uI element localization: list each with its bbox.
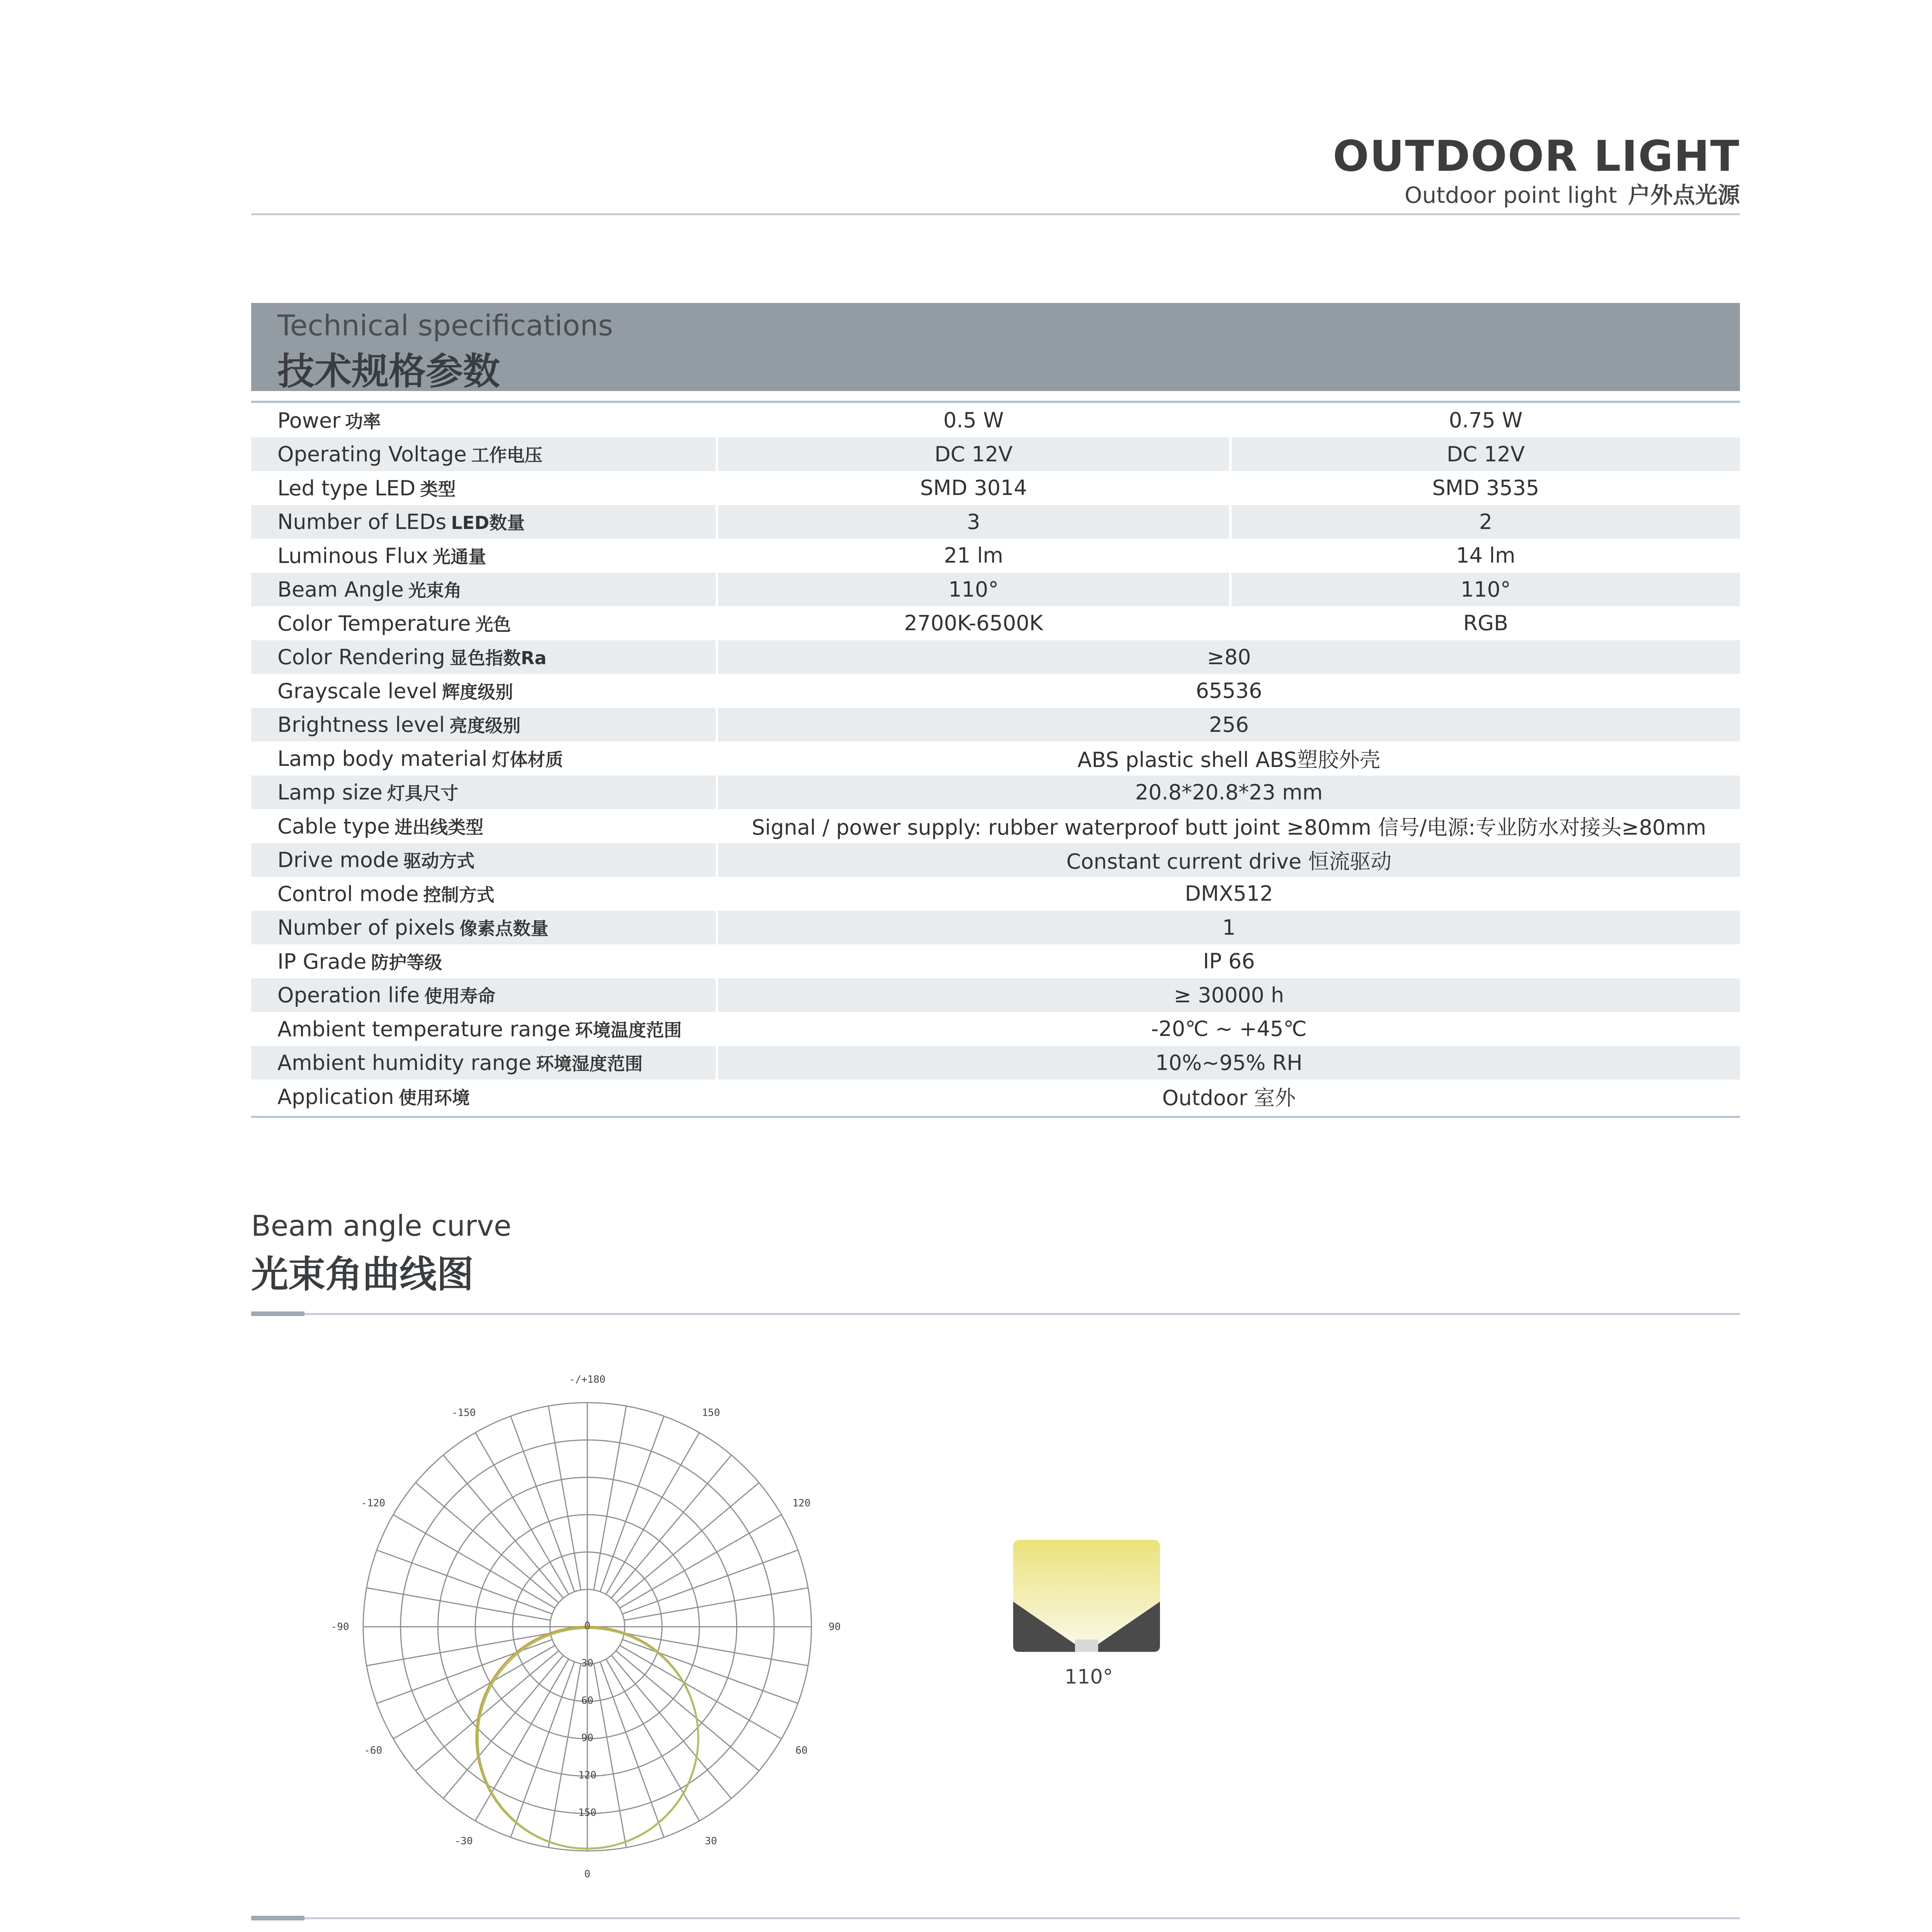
spec-row bbox=[251, 776, 1740, 810]
spec-label-cn: 进出线类型 bbox=[395, 816, 484, 838]
spec-label bbox=[251, 776, 718, 810]
spec-label bbox=[251, 843, 718, 877]
spec-value-model-2: 0.75 W bbox=[1449, 408, 1523, 433]
spec-value: 20.8*20.8*23 mm bbox=[718, 776, 1740, 810]
polar-angle-label: 90 bbox=[828, 1621, 841, 1633]
header-divider bbox=[251, 213, 1740, 215]
spec-row bbox=[251, 708, 1740, 742]
polar-beam-chart bbox=[321, 1368, 900, 1893]
polar-grid-spoke bbox=[622, 1639, 798, 1703]
spec-label-en: Number of LEDs bbox=[277, 510, 447, 534]
polar-radial-label: 30 bbox=[581, 1657, 594, 1669]
polar-angle-label: -120 bbox=[361, 1497, 386, 1509]
polar-radial-label: 60 bbox=[581, 1695, 594, 1707]
spec-value: IP 66 bbox=[1203, 949, 1255, 974]
beam-divider bbox=[251, 1313, 1740, 1315]
spec-label-cn: 灯体材质 bbox=[492, 749, 563, 770]
spec-label bbox=[251, 539, 718, 573]
spec-label-en: Control mode bbox=[277, 881, 419, 906]
spec-value-model-2: DC 12V bbox=[1231, 437, 1740, 471]
spec-row bbox=[251, 978, 1740, 1012]
spec-value: Outdoor 室外 bbox=[1162, 1086, 1296, 1111]
spec-label bbox=[251, 742, 718, 776]
polar-angle-label: -90 bbox=[331, 1621, 349, 1633]
spec-value-model-1: 0.5 W bbox=[718, 403, 1231, 437]
spec-label-cn: 光通量 bbox=[433, 546, 486, 567]
spec-label-en: Operating Voltage bbox=[277, 442, 467, 467]
beam-angle-label: 110° bbox=[1065, 1665, 1113, 1689]
spec-value: 256 bbox=[718, 708, 1740, 742]
spec-row bbox=[251, 573, 1740, 607]
spec-label-en: Operation life bbox=[277, 983, 420, 1008]
polar-grid-spoke bbox=[416, 1651, 559, 1771]
polar-angle-label: -150 bbox=[451, 1407, 476, 1419]
spec-label-en: Ambient temperature range bbox=[277, 1017, 571, 1041]
subtitle-en: Outdoor point light bbox=[1404, 182, 1617, 208]
spec-label bbox=[251, 911, 718, 945]
spec-row bbox=[251, 911, 1740, 945]
spec-label-en: Power bbox=[277, 408, 341, 433]
spec-value: Constant current drive 恒流驱动 bbox=[718, 843, 1740, 877]
spec-value-model-2: 14 lm bbox=[1456, 543, 1515, 568]
catalog-subtitle bbox=[1405, 177, 1740, 209]
polar-angle-label: 60 bbox=[795, 1745, 808, 1757]
spec-label-en: Drive mode bbox=[277, 848, 399, 872]
section-divider-accent bbox=[251, 1916, 304, 1920]
spec-title-cn: 技术规格参数 bbox=[277, 350, 500, 393]
spec-row bbox=[251, 505, 1740, 539]
spec-value-model-2: RGB bbox=[1463, 611, 1509, 636]
spec-row bbox=[251, 403, 1740, 437]
spec-value: DMX512 bbox=[1185, 881, 1273, 906]
spec-row bbox=[251, 674, 1740, 708]
beam-title-cn: 光束角曲线图 bbox=[251, 1253, 474, 1296]
polar-grid-spoke bbox=[548, 1663, 581, 1847]
spec-label-en: Cable type bbox=[277, 814, 390, 838]
spec-value: 65536 bbox=[1196, 679, 1262, 703]
polar-angle-label: -/+180 bbox=[569, 1374, 605, 1386]
spec-label-en: Application bbox=[277, 1084, 394, 1109]
spec-label-cn: LED数量 bbox=[451, 512, 525, 534]
spec-value: ≥ 30000 h bbox=[718, 978, 1740, 1012]
polar-grid-spoke bbox=[377, 1639, 552, 1703]
spec-label-cn: 辉度级别 bbox=[442, 681, 513, 702]
spec-label-cn: 使用寿命 bbox=[424, 986, 496, 1007]
spec-row bbox=[251, 877, 1740, 911]
polar-grid-spoke bbox=[511, 1662, 575, 1837]
spec-label-cn: 工作电压 bbox=[471, 445, 543, 466]
spec-divider bbox=[251, 401, 1740, 403]
spec-label-cn: 防护等级 bbox=[371, 952, 442, 973]
spec-label bbox=[251, 978, 718, 1012]
spec-label-cn: 使用环境 bbox=[398, 1087, 470, 1108]
spec-label bbox=[251, 471, 718, 505]
polar-grid-spoke bbox=[548, 1406, 581, 1590]
spec-label-cn: 灯具尺寸 bbox=[387, 783, 458, 804]
polar-angle-label: 30 bbox=[705, 1835, 717, 1847]
polar-angle-label: -60 bbox=[364, 1745, 383, 1757]
spec-label bbox=[251, 640, 718, 674]
polar-grid-spoke bbox=[511, 1416, 575, 1592]
spec-value: Signal / power supply: rubber waterproof butt joint ≥80mm 信号/电源:专业防水对接头≥80mm bbox=[752, 815, 1706, 840]
polar-grid-spoke bbox=[624, 1588, 808, 1620]
polar-grid-spoke bbox=[367, 1588, 551, 1620]
polar-grid-spoke bbox=[600, 1662, 664, 1837]
spec-row bbox=[251, 606, 1740, 640]
spec-label-en: IP Grade bbox=[277, 949, 367, 974]
polar-angle-label: 120 bbox=[792, 1497, 811, 1509]
spec-label bbox=[251, 1012, 718, 1046]
spec-table-bottom-rule bbox=[251, 1116, 1740, 1118]
spec-label-en: Lamp size bbox=[277, 780, 383, 805]
subtitle-cn: 户外点光源 bbox=[1628, 182, 1740, 208]
beam-divider-accent bbox=[251, 1311, 304, 1316]
spec-label-cn: 类型 bbox=[420, 478, 456, 500]
beam-angle-icon bbox=[1013, 1540, 1160, 1652]
polar-grid-spoke bbox=[377, 1550, 552, 1614]
polar-grid-spoke bbox=[594, 1406, 626, 1590]
spec-value-model-2: 2 bbox=[1231, 505, 1740, 539]
spec-label-en: Brightness level bbox=[277, 713, 445, 737]
spec-value-model-1: 21 lm bbox=[718, 539, 1231, 573]
spec-row bbox=[251, 944, 1740, 978]
spec-label-cn: 功率 bbox=[345, 411, 381, 432]
spec-label bbox=[251, 505, 718, 539]
polar-grid-spoke bbox=[416, 1483, 559, 1603]
polar-angle-label: 0 bbox=[584, 1868, 590, 1880]
spec-label-cn: 光色 bbox=[475, 614, 511, 635]
spec-row bbox=[251, 1080, 1740, 1114]
spec-value-model-1: SMD 3014 bbox=[718, 471, 1231, 505]
spec-label bbox=[251, 674, 718, 708]
spec-row bbox=[251, 437, 1740, 471]
spec-label-cn: 光束角 bbox=[408, 580, 462, 601]
spec-label-cn: 像素点数量 bbox=[459, 918, 549, 939]
spec-value-model-1: DC 12V bbox=[718, 437, 1231, 471]
polar-grid-spoke bbox=[611, 1655, 731, 1798]
polar-radial-label: 120 bbox=[578, 1769, 597, 1781]
spec-value-model-2: 110° bbox=[1231, 573, 1740, 607]
polar-grid-spoke bbox=[611, 1455, 731, 1598]
spec-label-en: Led type LED bbox=[277, 476, 416, 500]
spec-value: -20℃ ~ +45℃ bbox=[1151, 1017, 1307, 1041]
spec-row bbox=[251, 471, 1740, 505]
spec-row bbox=[251, 1046, 1740, 1080]
spec-value: ABS plastic shell ABS塑胶外壳 bbox=[1077, 748, 1381, 772]
spec-value-model-1: 2700K-6500K bbox=[718, 606, 1231, 640]
spec-label-cn: 控制方式 bbox=[423, 884, 495, 905]
spec-label-cn: 亮度级别 bbox=[449, 715, 521, 736]
spec-label bbox=[251, 403, 718, 437]
polar-grid-spoke bbox=[600, 1416, 664, 1592]
spec-label-en: Ambient humidity range bbox=[277, 1051, 532, 1075]
spec-label-en: Luminous Flux bbox=[277, 543, 428, 568]
section-divider bbox=[251, 1917, 1740, 1919]
polar-angle-label: -30 bbox=[454, 1835, 473, 1847]
spec-row bbox=[251, 742, 1740, 776]
spec-row bbox=[251, 1012, 1740, 1046]
spec-value: 10%~95% RH bbox=[718, 1046, 1740, 1080]
spec-value: 1 bbox=[718, 911, 1740, 945]
polar-grid-spoke bbox=[616, 1651, 759, 1771]
spec-value-model-1: 110° bbox=[718, 573, 1231, 607]
spec-label bbox=[251, 573, 718, 607]
spec-label bbox=[251, 1046, 718, 1080]
spec-label bbox=[251, 708, 718, 742]
polar-angle-label: 150 bbox=[702, 1407, 720, 1419]
polar-grid-spoke bbox=[443, 1655, 563, 1798]
spec-label-cn: 显色指数Ra bbox=[449, 648, 547, 669]
polar-grid-spoke bbox=[594, 1663, 626, 1847]
spec-value-model-1: 3 bbox=[718, 505, 1231, 539]
spec-label-en: Color Temperature bbox=[277, 611, 471, 636]
spec-title-en: Technical specifications bbox=[277, 309, 613, 342]
spec-label bbox=[251, 809, 718, 843]
polar-grid-spoke bbox=[622, 1550, 798, 1614]
polar-radial-label: 90 bbox=[581, 1732, 594, 1744]
spec-row bbox=[251, 809, 1740, 843]
polar-radial-label: 0 bbox=[584, 1620, 590, 1632]
spec-label-en: Lamp body material bbox=[277, 746, 488, 771]
spec-label-cn: 驱动方式 bbox=[403, 850, 475, 872]
polar-radial-label: 150 bbox=[578, 1807, 597, 1819]
spec-row bbox=[251, 539, 1740, 573]
spec-label bbox=[251, 437, 718, 471]
spec-value: ≥80 bbox=[718, 640, 1740, 674]
spec-label-en: Number of pixels bbox=[277, 915, 455, 940]
spec-label bbox=[251, 877, 718, 911]
spec-label bbox=[251, 944, 718, 978]
spec-label bbox=[251, 606, 718, 640]
spec-label-cn: 环境湿度范围 bbox=[536, 1053, 643, 1075]
beam-title-en: Beam angle curve bbox=[251, 1209, 512, 1243]
spec-table bbox=[251, 403, 1740, 1114]
spec-label-en: Beam Angle bbox=[277, 577, 404, 602]
catalog-title: OUTDOOR LIGHT bbox=[1333, 131, 1740, 181]
spec-label-en: Color Rendering bbox=[277, 645, 445, 670]
polar-grid-spoke bbox=[443, 1455, 563, 1598]
spec-label-cn: 环境温度范围 bbox=[575, 1019, 682, 1041]
spec-row bbox=[251, 640, 1740, 674]
spec-label bbox=[251, 1080, 718, 1114]
spec-row bbox=[251, 843, 1740, 877]
polar-grid-spoke bbox=[616, 1483, 759, 1603]
spec-label-en: Grayscale level bbox=[277, 679, 437, 703]
spec-value-model-2: SMD 3535 bbox=[1432, 476, 1539, 500]
